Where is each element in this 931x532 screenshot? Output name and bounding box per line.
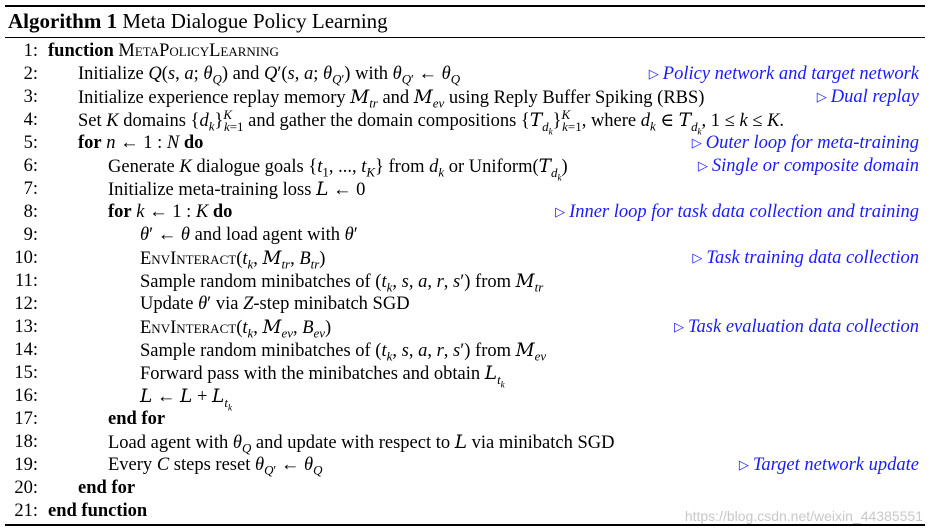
line-number: 2:: [23, 64, 38, 84]
algo-line-20: [0, 477, 931, 500]
line-comment: ▷ Single or composite domain: [697, 156, 919, 176]
algorithm-title: [8, 9, 388, 34]
line-code: Every C steps reset $\theta_{Q'}$ ← $\theta_Q$: [108, 455, 323, 478]
line-number: 16:: [14, 386, 38, 406]
algo-line-13: [0, 316, 931, 339]
algo-line-1: [0, 40, 931, 63]
line-number: 3:: [23, 87, 38, 107]
line-code: end for: [108, 409, 166, 429]
algo-line-2: [0, 63, 931, 86]
line-code: Initialize experience replay memory $M_{tr}$ and $M_{ev}$ using Reply Buffer Spiking (RBS): [78, 87, 705, 111]
line-code: $EnvInteract(t_k$, $M_{tr}$, $B_{tr}$): [140, 248, 326, 272]
line-comment: ▷ Target network update: [738, 455, 919, 475]
line-code: $EnvInteract(t_k$, $M_{ev}$, $B_{ev}$): [140, 317, 332, 341]
algorithm-label: Algorithm 1: [8, 9, 118, 33]
line-code: Generate K dialogue goals {$t_1$, ..., $t_K$} from $d_k$ or $Uniform(T_{d_k})$: [108, 156, 568, 183]
line-code: for n ← 1 : N do: [78, 133, 204, 153]
line-code: Load agent with $\theta_Q$ and update with respect to L via minibatch SGD: [108, 432, 615, 456]
top-rule: [5, 5, 925, 7]
line-comment: ▷ Inner loop for task data collection and training: [555, 202, 919, 222]
line-number: 4:: [23, 110, 38, 130]
algo-line-14: [0, 339, 931, 362]
algo-line-12: [0, 293, 931, 316]
line-code: Initialize Q(s, a; $\theta_Q$) and Q′(s, a; $\theta_{Q'}$) with $\theta_{Q'}$ ← $\theta_Q$: [78, 64, 461, 87]
algo-line-4: [0, 106, 931, 137]
line-code: Sample random minibatches of ($t_k$, s, a, r, s′) from $M_{tr}$: [140, 271, 544, 295]
algo-line-3: [0, 86, 931, 109]
line-code: L ← $L + L_{t_k}$: [140, 386, 232, 413]
line-code: end for: [78, 478, 136, 498]
line-code: end function: [48, 501, 148, 521]
line-number: 18:: [14, 432, 38, 452]
line-number: 11:: [15, 271, 38, 291]
line-code: Sample random minibatches of ($t_k$, s, a, r, s′) from $M_{ev}$: [140, 340, 547, 364]
line-number: 17:: [14, 409, 38, 429]
line-comment: ▷ Dual replay: [816, 87, 919, 107]
header-rule: [5, 37, 925, 38]
algorithm-name: Meta Dialogue Policy Learning: [122, 9, 388, 33]
line-number: 20:: [14, 478, 38, 498]
algo-line-8: [0, 201, 931, 224]
line-number: 13:: [14, 317, 38, 337]
line-number: 10:: [14, 248, 38, 268]
algo-line-5: [0, 132, 931, 155]
line-comment: ▷ Outer loop for meta-training: [691, 133, 919, 153]
line-code: function MetaPolicyLearning: [48, 41, 279, 61]
line-code: for k ← 1 : K do: [108, 202, 233, 222]
watermark: https://blog.csdn.net/weixin_44385551: [684, 508, 923, 524]
line-number: 19:: [14, 455, 38, 475]
algo-line-18: [0, 431, 931, 454]
algo-line-7: [0, 178, 931, 201]
line-comment: ▷ Task evaluation data collection: [673, 317, 919, 337]
line-number: 1:: [23, 41, 38, 61]
line-code: θ′ ← θ and load agent with θ′: [140, 225, 358, 245]
line-code: Initialize meta-training loss L ← 0: [108, 179, 366, 200]
algo-line-19: [0, 454, 931, 477]
algo-line-16: [0, 385, 931, 413]
algo-line-9: [0, 224, 931, 247]
line-number: 6:: [23, 156, 38, 176]
line-number: 8:: [23, 202, 38, 222]
line-comment: ▷ Policy network and target network: [648, 64, 919, 84]
line-number: 7:: [23, 179, 38, 199]
line-number: 14:: [14, 340, 38, 360]
algo-line-17: [0, 408, 931, 431]
line-comment: ▷ Task training data collection: [692, 248, 919, 268]
line-code: Update θ′ via Z-step minibatch SGD: [140, 294, 410, 314]
algo-line-10: [0, 247, 931, 270]
bottom-rule: [5, 524, 925, 526]
algo-line-11: [0, 270, 931, 293]
line-code: Forward pass with the minibatches and obtain $L_{t_k}$: [140, 363, 505, 390]
line-number: 5:: [23, 133, 38, 153]
line-number: 12:: [14, 294, 38, 314]
line-number: 15:: [14, 363, 38, 383]
line-number: 9:: [23, 225, 38, 245]
algo-line-6: [0, 155, 931, 183]
line-number: 21:: [14, 501, 38, 521]
line-code: Set K domains $\{d_k\}^K_{k=1}$ and gather the domain compositions $\{T_{d_k}\}^K_{k=1}$, where $d_k$ ∈ $T_{d_k}$, 1 ≤ k ≤ K.: [78, 106, 785, 137]
algo-line-15: [0, 362, 931, 390]
